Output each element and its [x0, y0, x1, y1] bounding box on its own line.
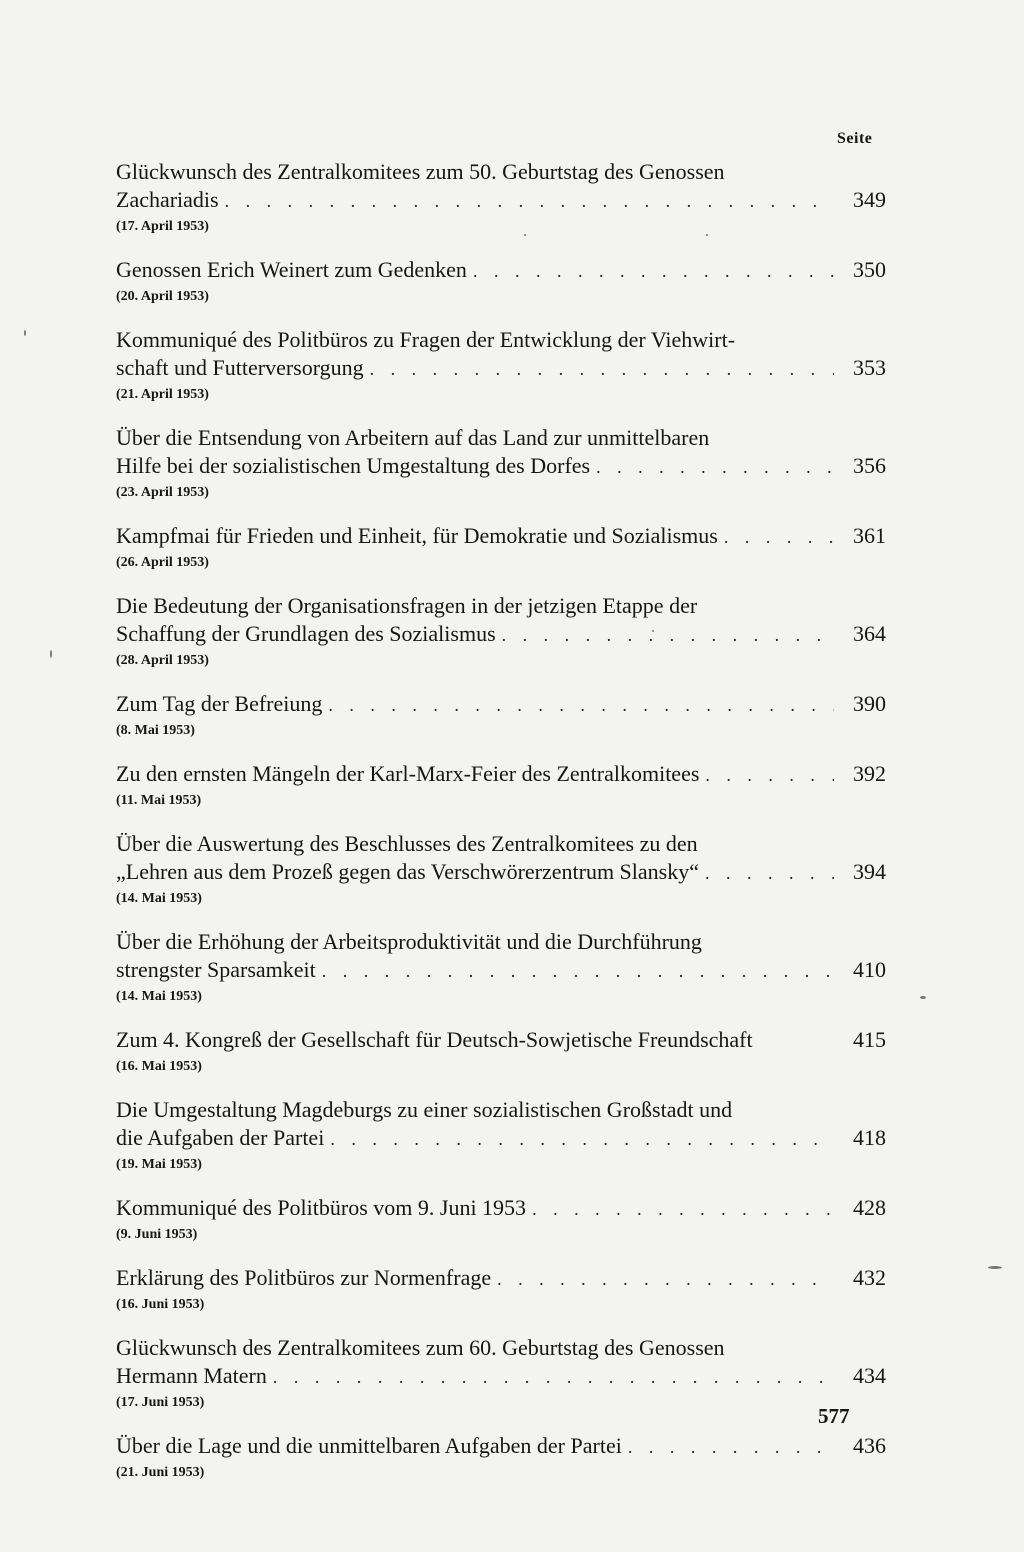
toc-page-number: 364 [853, 621, 886, 646]
toc-entry-date: (16. Mai 1953) [116, 1059, 202, 1074]
toc-entry-title-line: Glückwunsch des Zentralkomitees zum 60. Geburtstag des Genossen [116, 1335, 725, 1360]
toc-entry-text: Kampfmai für Frieden und Einheit, für Demokratie und Sozialismus [116, 523, 718, 548]
toc-entry-text: Zum 4. Kongreß der Gesellschaft für Deutsch-Sowjetische Freundschaft [116, 1027, 753, 1052]
toc-entry-title-line: Kommuniqué des Politbüros zu Fragen der Entwicklung der Viehwirt- [116, 327, 736, 352]
dot-leader [328, 691, 834, 719]
toc-entry-date: (26. April 1953) [116, 555, 209, 570]
toc-page-number: 410 [853, 957, 886, 982]
toc-entry [116, 830, 886, 909]
toc-entry-title [116, 326, 818, 354]
toc-entry-line [116, 956, 886, 985]
toc-entry-text: Zu den ernsten Mängeln der Karl-Marx-Feier des Zentralkomitees [116, 761, 700, 786]
toc-entry [116, 928, 886, 1007]
dot-leader [502, 621, 834, 649]
toc-entry-line [116, 760, 886, 789]
toc-page-number: 428 [853, 1195, 886, 1220]
toc-entry-date: (28. April 1953) [116, 653, 209, 668]
dot-leader [532, 1195, 834, 1223]
toc-entry-text: die Aufgaben der Partei [116, 1125, 325, 1150]
toc-entry [116, 158, 886, 237]
toc-entry-date: (21. April 1953) [116, 387, 209, 402]
toc-entry-line [116, 858, 886, 887]
toc-page-number: 390 [853, 691, 886, 716]
dot-leader [705, 761, 834, 789]
toc-entry-title [116, 928, 818, 956]
toc-page-number: 356 [853, 453, 886, 478]
scan-speck [988, 1266, 1002, 1269]
dot-leader [497, 1265, 834, 1293]
toc-entry-date: (20. April 1953) [116, 289, 209, 304]
toc-entry-line [116, 256, 886, 285]
scan-speck [50, 650, 52, 658]
toc-entry-line [116, 620, 886, 649]
toc-entry-title-line: Die Umgestaltung Magdeburgs zu einer sozialistischen Großstadt und [116, 1097, 733, 1122]
scan-speck [920, 996, 926, 999]
dot-leader [628, 1433, 834, 1461]
toc-entry-date: (11. Mai 1953) [116, 793, 202, 808]
page-column-label: Seite [837, 130, 873, 147]
toc-page-number: 392 [853, 761, 886, 786]
toc-entry-title-line: Über die Entsendung von Arbeitern auf das Land zur unmittelbaren [116, 425, 710, 450]
toc-entry-line [116, 186, 886, 215]
toc-entry-title [116, 158, 818, 186]
toc-entry [116, 1264, 886, 1315]
toc-entry-line [116, 1026, 886, 1055]
toc-page-number: 394 [853, 859, 886, 884]
toc-entry-date: (9. Juni 1953) [116, 1227, 198, 1242]
toc-entry-text: Über die Lage und die unmittelbaren Aufgaben der Partei [116, 1433, 622, 1458]
toc-entry-title-line: Über die Erhöhung der Arbeitsproduktivität und die Durchführung [116, 929, 702, 954]
toc-entry-title [116, 1334, 818, 1362]
toc-entry-date: (14. Mai 1953) [116, 989, 202, 1004]
toc-entry-title-line: Glückwunsch des Zentralkomitees zum 50. Geburtstag des Genossen [116, 159, 725, 184]
toc-page-number: 434 [853, 1363, 886, 1388]
toc-entry-title [116, 592, 818, 620]
toc-entry-text: Hermann Matern [116, 1363, 267, 1388]
toc-entry [116, 256, 886, 307]
scan-speck [652, 630, 654, 632]
toc-entry-date: (8. Mai 1953) [116, 723, 195, 738]
toc-entry-text: Hilfe bei der sozialistischen Umgestaltung des Dorfes [116, 453, 591, 478]
toc-entry-text: Schaffung der Grundlagen des Sozialismus [116, 621, 496, 646]
scan-speck [24, 330, 26, 336]
toc-entry-date: (17. Juni 1953) [116, 1395, 205, 1410]
toc-page-number: 349 [853, 187, 886, 212]
dot-leader [273, 1363, 834, 1391]
toc-page-number: 350 [853, 257, 886, 282]
toc-entry-text: Zachariadis [116, 187, 219, 212]
toc-entry-line [116, 690, 886, 719]
toc-entry-text: Kommuniqué des Politbüros vom 9. Juni 1953 [116, 1195, 527, 1220]
toc-entry-title [116, 424, 818, 452]
toc-entry [116, 1334, 886, 1413]
toc-page-number: 415 [853, 1027, 886, 1052]
toc-entry-date: (16. Juni 1953) [116, 1297, 205, 1312]
toc-entry [116, 326, 886, 405]
toc-entry-text: Genossen Erich Weinert zum Gedenken [116, 257, 467, 282]
dot-leader [330, 1125, 834, 1153]
dot-leader [705, 859, 834, 887]
dot-leader [724, 523, 834, 551]
toc-entry-line [116, 354, 886, 383]
toc-entry [116, 1432, 886, 1483]
toc-entry-date: (21. Juni 1953) [116, 1465, 205, 1480]
toc-entry-line [116, 452, 886, 481]
toc-entry-date: (19. Mai 1953) [116, 1157, 202, 1172]
page-number: 577 [818, 1404, 850, 1428]
toc-entry-text: „Lehren aus dem Prozeß gegen das Verschwörerzentrum Slansky“ [116, 859, 699, 884]
toc-entry-text: Erklärung des Politbüros zur Normenfrage [116, 1265, 492, 1290]
toc-page-number: 361 [853, 523, 886, 548]
dot-leader [370, 355, 834, 383]
dot-leader [225, 187, 834, 215]
toc-entry-line [116, 1432, 886, 1461]
toc-entry-title-line: Die Bedeutung der Organisationsfragen in der jetzigen Etappe der [116, 593, 698, 618]
toc-entry-date: (14. Mai 1953) [116, 891, 202, 906]
toc-entry-text: schaft und Futterversorgung [116, 355, 364, 380]
table-of-contents [116, 158, 886, 1502]
toc-entry-title [116, 830, 818, 858]
toc-entry-line [116, 1264, 886, 1293]
toc-entry [116, 690, 886, 741]
toc-entry-date: (23. April 1953) [116, 485, 209, 500]
toc-entry-line [116, 1362, 886, 1391]
toc-entry-text: strengster Sparsamkeit [116, 957, 316, 982]
toc-entry-date: (17. April 1953) [116, 219, 209, 234]
dot-leader [322, 957, 834, 985]
dot-leader [596, 453, 834, 481]
toc-entry [116, 1026, 886, 1077]
toc-page-number: 353 [853, 355, 886, 380]
toc-entry-title-line: Über die Auswertung des Beschlusses des Zentralkomitees zu den [116, 831, 698, 856]
toc-page-number: 436 [853, 1433, 886, 1458]
scan-speck [524, 234, 526, 236]
toc-entry [116, 522, 886, 573]
scan-speck [706, 234, 708, 236]
dot-leader [473, 257, 834, 285]
toc-entry [116, 1096, 886, 1175]
toc-page-number: 432 [853, 1265, 886, 1290]
toc-entry-line [116, 1194, 886, 1223]
toc-entry [116, 592, 886, 671]
toc-entry [116, 760, 886, 811]
toc-entry-line [116, 522, 886, 551]
toc-entry-text: Zum Tag der Befreiung [116, 691, 323, 716]
toc-entry [116, 424, 886, 503]
toc-entry-title [116, 1096, 818, 1124]
toc-entry-line [116, 1124, 886, 1153]
toc-page-number: 418 [853, 1125, 886, 1150]
toc-entry [116, 1194, 886, 1245]
